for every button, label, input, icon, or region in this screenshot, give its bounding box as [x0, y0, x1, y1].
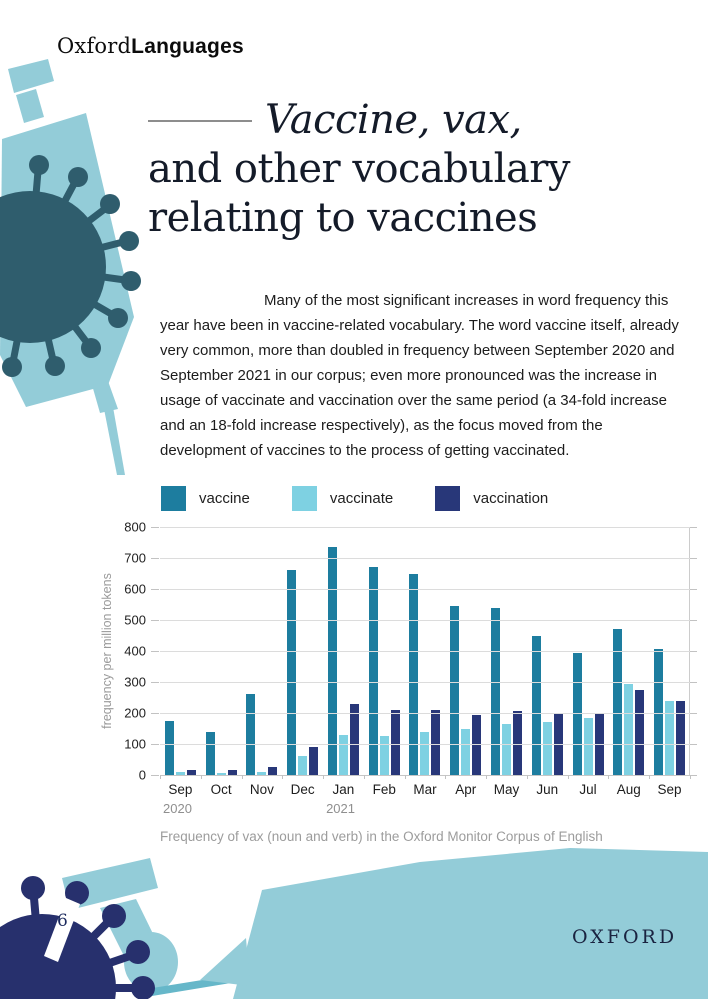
bar-vaccinate-aug-11 [624, 684, 633, 775]
x-axis-label-jul-10: Jul [579, 782, 597, 797]
x-axis-labels [160, 782, 690, 797]
y-tick-mark-right [690, 682, 697, 683]
bar-vaccinate-feb-5 [380, 736, 389, 775]
x-axis-label-apr-7: Apr [455, 782, 477, 797]
y-tick-mark-right [690, 651, 697, 652]
y-tick-mark-right [690, 713, 697, 714]
bar-vaccine-jan-4 [328, 547, 337, 775]
bar-vaccinate-jan-4 [339, 735, 348, 775]
legend-swatch-vaccination [435, 486, 460, 511]
gridline-300 [160, 682, 690, 683]
bar-vaccination-sep-12 [676, 701, 685, 775]
title-line-1 [148, 96, 708, 145]
y-tick-label-0: 0 [138, 767, 146, 783]
x-boundary-tick [527, 775, 528, 779]
y-tick-label-300: 300 [124, 674, 146, 690]
bar-vaccine-sep-0 [165, 721, 174, 775]
plot-area [124, 519, 690, 783]
x-boundary-tick [690, 775, 691, 779]
title-line-3: relating to vaccines [148, 195, 538, 241]
y-tick-mark-left [151, 682, 159, 683]
x-axis-label-dec-3: Dec [290, 782, 315, 797]
page-number: 6 [57, 911, 68, 931]
x-axis-label-aug-11: Aug [616, 782, 641, 797]
x-boundary-tick [201, 775, 202, 779]
y-tick-mark-left [151, 558, 159, 559]
x-boundary-tick [405, 775, 406, 779]
bar-vaccination-dec-3 [309, 747, 318, 775]
bar-vaccinate-sep-12 [665, 701, 674, 775]
x-axis-label-jan-4: Jan [332, 782, 355, 797]
bar-vaccinate-jul-10 [584, 718, 593, 775]
legend-swatch-vaccinate [292, 486, 317, 511]
x-boundary-tick [160, 775, 161, 779]
bar-group-nov-2 [242, 527, 283, 775]
bar-vaccination-nov-2 [268, 767, 277, 775]
bar-group-aug-11 [608, 527, 649, 775]
y-tick-mark-left [151, 744, 159, 745]
gridline-0 [160, 775, 690, 776]
x-boundary-tick [568, 775, 569, 779]
legend-item-vaccinate [292, 486, 393, 511]
y-tick-mark-left [151, 589, 159, 590]
x-boundary-tick [486, 775, 487, 779]
gridline-400 [160, 651, 690, 652]
logo-text-oxford: Oxford [57, 34, 132, 58]
bar-vaccination-feb-5 [391, 710, 400, 775]
frequency-bar-chart: frequency per million tokens 0 100 200 300 400 500 600 700 800 Sep Oct Nov Dec Jan Feb Mar Apr May Jun Jul Aug Sep 2020 2021 [0, 0, 708, 999]
title-italic-text: Vaccine, vax, [265, 97, 522, 143]
bar-group-sep-0 [160, 527, 201, 775]
y-tick-label-600: 600 [124, 581, 146, 597]
year-label-2021: 2021 [326, 801, 355, 816]
x-boundary-tick [282, 775, 283, 779]
x-axis-label-mar-6: Mar [413, 782, 437, 797]
y-tick-mark-left [151, 620, 159, 621]
bar-group-jul-10 [568, 527, 609, 775]
bar-vaccinate-jun-9 [543, 722, 552, 775]
y-tick-label-700: 700 [124, 550, 146, 566]
x-axis-label-sep-0: Sep [168, 782, 193, 797]
bar-vaccine-nov-2 [246, 694, 255, 775]
y-tick-mark-right [690, 744, 697, 745]
bar-vaccinate-may-8 [502, 724, 511, 775]
gridline-700 [160, 558, 690, 559]
bar-vaccination-sep-0 [187, 770, 196, 775]
bar-vaccination-mar-6 [431, 710, 440, 775]
bar-vaccine-jul-10 [573, 653, 582, 775]
bar-group-apr-7 [445, 527, 486, 775]
bar-group-oct-1 [201, 527, 242, 775]
plot-right-border [689, 527, 690, 775]
logo-text-languages: Languages [131, 35, 244, 58]
y-tick-label-400: 400 [124, 643, 146, 659]
y-tick-mark-left [151, 527, 159, 528]
legend-item-vaccination [435, 486, 548, 511]
x-boundary-tick [242, 775, 243, 779]
x-boundary-tick [364, 775, 365, 779]
bar-group-may-8 [486, 527, 527, 775]
bar-vaccination-jun-9 [554, 713, 563, 775]
bar-group-sep-12 [649, 527, 690, 775]
bar-group-feb-5 [364, 527, 405, 775]
bar-vaccinate-nov-2 [257, 772, 266, 775]
legend-item-vaccine [161, 486, 250, 511]
y-tick-mark-left [151, 713, 159, 714]
legend-swatch-vaccine [161, 486, 186, 511]
intro-paragraph: Many of the most significant increases in word frequency this year have been in vaccine-related vocabulary. The word vaccine itself, already very common, more than doubled in frequency between September 2020 and September 2021 in our corpus; even more pronounced was the increase in usage of vaccinate and vaccination over the same period (a 34-fold increase and an 18-fold increase respectively), as the focus moved from the development of vaccines to the process of getting vaccinated. [160, 292, 679, 459]
x-boundary-tick [608, 775, 609, 779]
y-tick-mark-left [151, 651, 159, 652]
syringe-virus-illustration-top [0, 55, 150, 475]
x-axis-label-oct-1: Oct [210, 782, 232, 797]
title-rule [148, 120, 252, 122]
bar-vaccine-sep-12 [654, 649, 663, 775]
y-tick-label-800: 800 [124, 519, 146, 535]
x-axis-label-nov-2: Nov [249, 782, 274, 797]
x-axis-label-jun-9: Jun [536, 782, 559, 797]
y-tick-mark-right [690, 589, 697, 590]
bar-vaccine-feb-5 [369, 567, 378, 775]
bar-vaccination-apr-7 [472, 715, 481, 775]
legend-label-vaccinate: vaccinate [329, 490, 394, 507]
legend-label-vaccine: vaccine [199, 490, 250, 507]
x-axis-label-may-8: May [493, 782, 520, 797]
x-boundary-tick [445, 775, 446, 779]
bar-group-jan-4 [323, 527, 364, 775]
bar-vaccination-jan-4 [350, 704, 359, 775]
year-label-2020: 2020 [163, 801, 192, 816]
y-tick-mark-right [690, 558, 697, 559]
y-tick-label-500: 500 [124, 612, 146, 628]
y-tick-mark-right [690, 775, 697, 776]
bar-vaccine-jun-9 [532, 636, 541, 776]
bar-group-dec-3 [282, 527, 323, 775]
chart-caption: Frequency of vax (noun and verb) in the Oxford Monitor Corpus of English [160, 829, 603, 844]
y-tick-label-100: 100 [124, 736, 146, 752]
bar-vaccine-may-8 [491, 608, 500, 775]
x-axis-label-sep-12: Sep [657, 782, 682, 797]
bar-vaccine-dec-3 [287, 570, 296, 775]
x-boundary-tick [649, 775, 650, 779]
y-tick-mark-right [690, 620, 697, 621]
chart-legend [161, 486, 548, 511]
bar-group-jun-9 [527, 527, 568, 775]
gridline-100 [160, 744, 690, 745]
y-tick-label-200: 200 [124, 705, 146, 721]
gridline-200 [160, 713, 690, 714]
bar-vaccination-may-8 [513, 711, 522, 775]
gridline-500 [160, 620, 690, 621]
bar-vaccinate-oct-1 [217, 773, 226, 775]
bar-vaccinate-dec-3 [298, 756, 307, 775]
bar-vaccinate-mar-6 [420, 732, 429, 775]
page-title [148, 96, 708, 243]
bars-row [160, 527, 690, 775]
y-tick-mark-right [690, 527, 697, 528]
bar-vaccine-aug-11 [613, 629, 622, 775]
bar-vaccination-aug-11 [635, 690, 644, 775]
bar-vaccine-mar-6 [409, 574, 418, 776]
bar-vaccinate-sep-0 [176, 772, 185, 775]
syringe-virus-illustration-bottom [0, 838, 708, 999]
title-line-2: and other vocabulary [148, 146, 571, 192]
y-tick-mark-left [151, 775, 159, 776]
bar-vaccine-oct-1 [206, 732, 215, 775]
bar-vaccination-jul-10 [595, 713, 604, 775]
bar-group-mar-6 [405, 527, 446, 775]
gridline-600 [160, 589, 690, 590]
x-boundary-tick [323, 775, 324, 779]
bar-vaccine-apr-7 [450, 606, 459, 775]
bar-vaccination-oct-1 [228, 770, 237, 775]
gridline-800 [160, 527, 690, 528]
bar-vaccinate-apr-7 [461, 729, 470, 776]
legend-label-vaccination: vaccination [473, 490, 549, 507]
publisher-wordmark: OXFORD [572, 926, 678, 948]
x-axis-label-feb-5: Feb [372, 782, 396, 797]
